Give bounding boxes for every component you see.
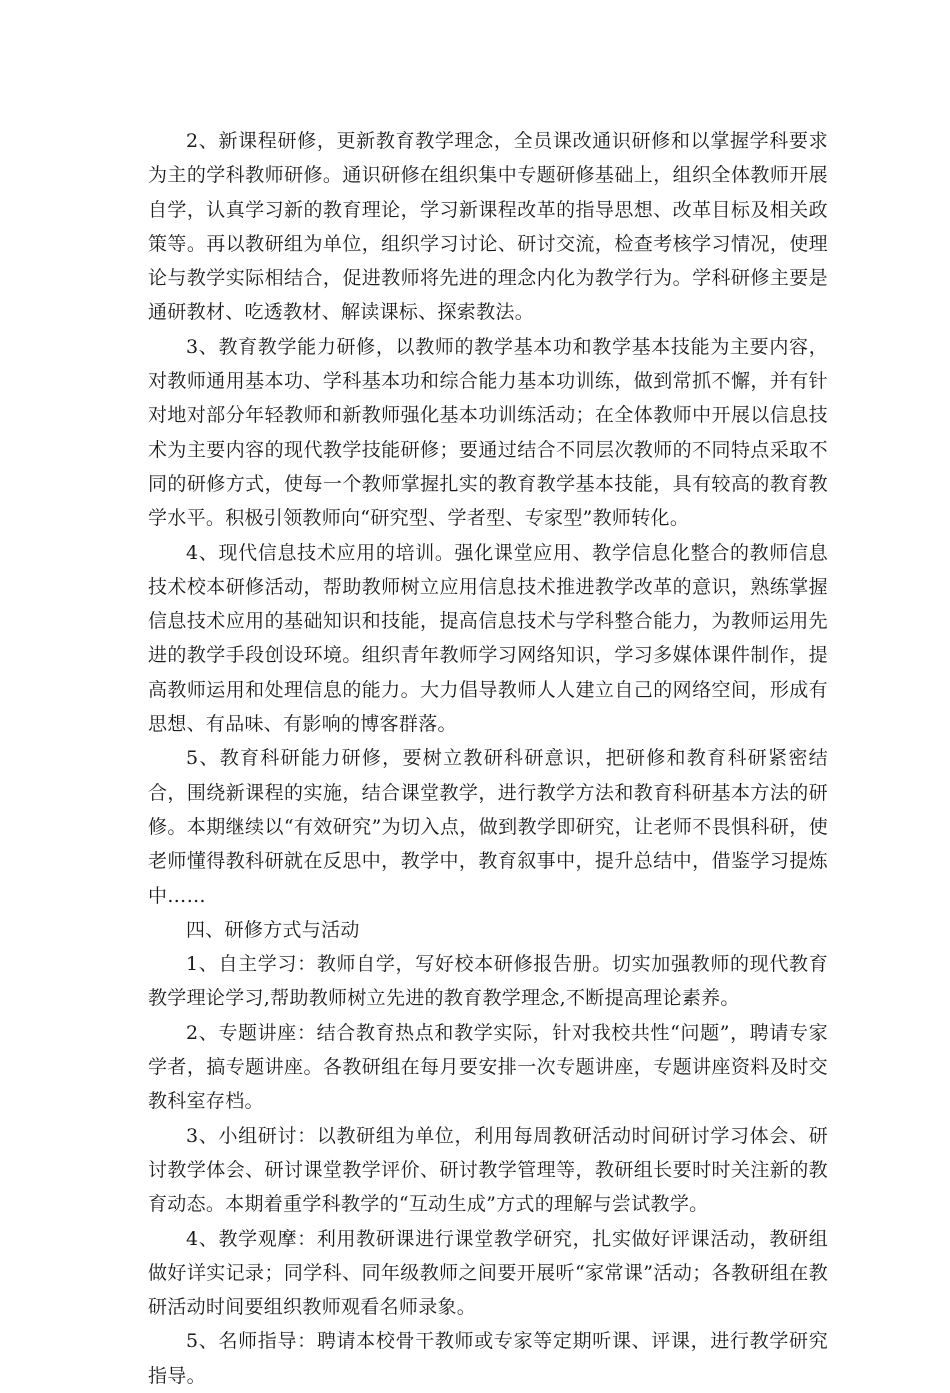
paragraph-research-ability-training: 5、教育科研能力研修，要树立教研科研意识，把研修和教育科研紧密结合，围绕新课程的实施，结合课堂教学，进行教学方法和教育科研基本方法的研修。本期继续以“有效研究”为切入点，做到教学即研究，让老师不畏惧科研，使老师懂得教科研就在反思中，教学中，教育叙事中，提升总结中，借鉴学习提炼中…… xyxy=(148,747,828,907)
paragraph-group-discussion: 3、小组研讨：以教研组为单位，利用每周教研活动时间研讨学习体会、研讨教学体会、研讨课堂教学评价、研讨教学管理等，教研组长要时时关注新的教育动态。本期着重学科教学的“互动生成”方式的理解与尝试教学。 xyxy=(148,1124,828,1216)
paragraph-teaching-ability-training: 3、教育教学能力研修，以教师的教学基本功和教学基本技能为主要内容，对教师通用基本功、学科基本功和综合能力基本功训练，做到常抓不懈，并有针对地对部分年轻教师和新教师强化基本功训练活动；在全体教师中开展以信息技术为主要内容的现代教学技能研修；要通过结合不同层次教师的不同特点采取不同的研修方式，使每一个教师掌握扎实的教育教学基本技能，具有较高的教育教学水平。积极引领教师向“研究型、学者型、专家型”教师转化。 xyxy=(148,335,828,530)
paragraph-new-curriculum-training: 2、新课程研修，更新教育教学理念，全员课改通识研修和以掌握学科要求为主的学科教师研修。通识研修在组织集中专题研修基础上，组织全体教师开展自学，认真学习新的教育理论，学习新课程改革的指导思想、改革目标及相关政策等。再以教研组为单位，组织学习讨论、研讨交流，检查考核学习情况，使理论与教学实际相结合，促进教师将先进的理念内化为教学行为。学科研修主要是通研教材、吃透教材、解读课标、探索教法。 xyxy=(148,130,828,324)
paragraph-special-lectures: 2、专题讲座：结合教育热点和教学实际，针对我校共性“问题”，聘请专家学者，搞专题讲座。各教研组在每月要安排一次专题讲座，专题讲座资料及时交教科室存档。 xyxy=(148,1021,828,1113)
document-page xyxy=(148,124,828,1393)
paragraph-self-study: 1、自主学习：教师自学，写好校本研修报告册。切实加强教师的现代教育教学理论学习,帮助教师树立先进的教育教学理念,不断提高理论素养。 xyxy=(148,953,828,1010)
paragraph-teaching-observation: 4、教学观摩：利用教研课进行课堂教学研究，扎实做好评课活动，教研组做好详实记录；同学科、同年级教师之间要开展听“家常课”活动；各教研组在教研活动时间要组织教师观看名师录象。 xyxy=(148,1227,828,1319)
paragraph-master-guidance: 5、名师指导：聘请本校骨干教师或专家等定期听课、评课，进行教学研究指导。 xyxy=(148,1330,828,1387)
paragraph-it-application-training: 4、现代信息技术应用的培训。强化课堂应用、教学信息化整合的教师信息技术校本研修活动，帮助教师树立应用信息技术推进教学改革的意识，熟练掌握信息技术应用的基础知识和技能，提高信息技术与学科整合能力，为教师运用先进的教学手段创设环境。组织青年教师学习网络知识，学习多媒体课件制作，提高教师运用和处理信息的能力。大力倡导教师人人建立自己的网络空间，形成有思想、有品味、有影响的博客群落。 xyxy=(148,541,828,736)
section-heading-training-methods: 四、研修方式与活动 xyxy=(186,918,360,941)
